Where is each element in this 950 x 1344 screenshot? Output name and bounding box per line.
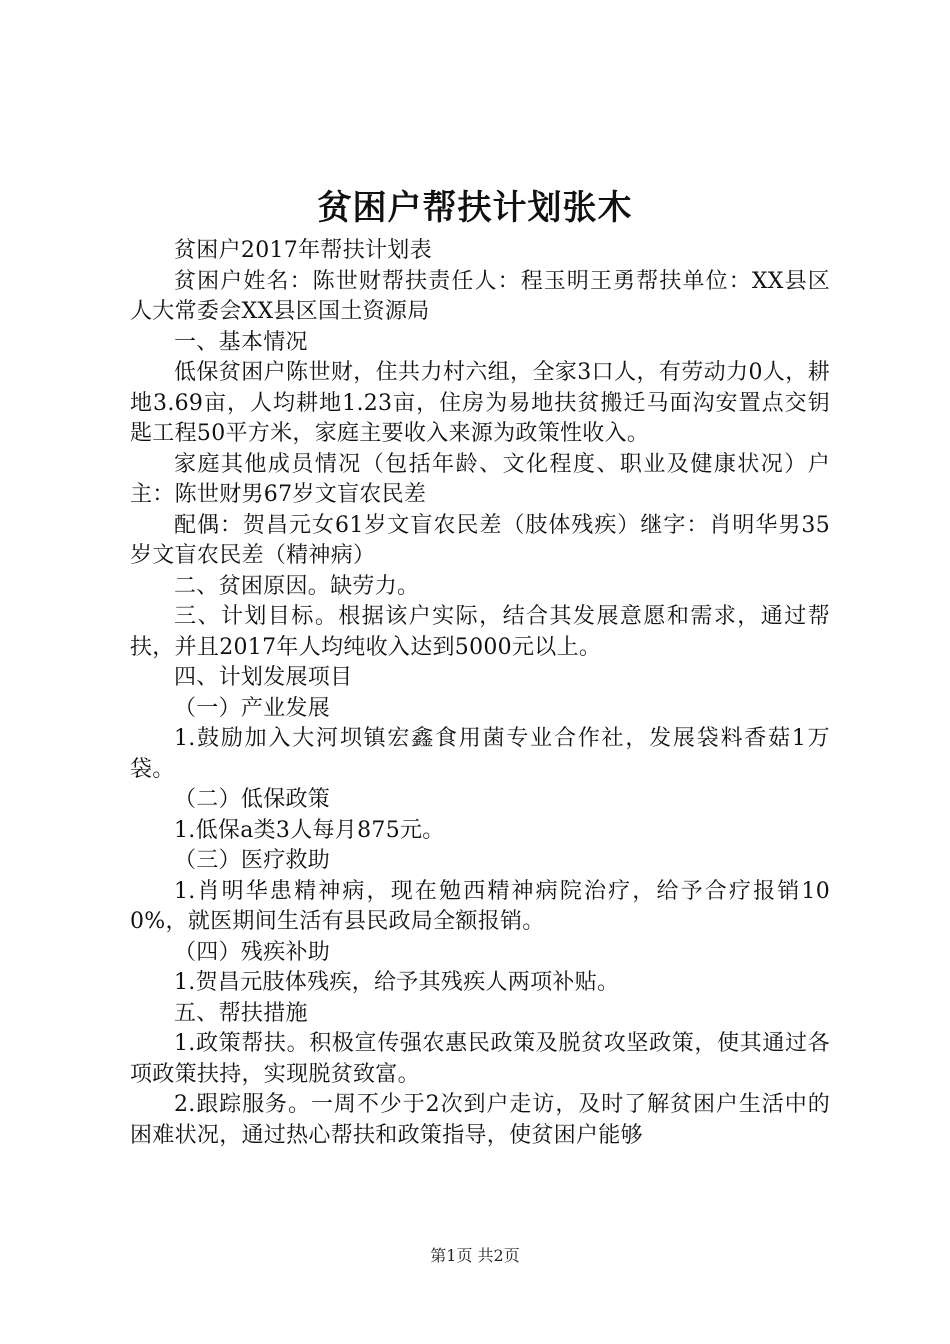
item-measures-1: 1.政策帮扶。积极宣传强农惠民政策及脱贫攻坚政策，使其通过各项政策扶持，实现脱贫致富。: [130, 1031, 830, 1087]
section-heading-cause: 二、贫困原因。缺劳力。: [174, 573, 420, 599]
subheading-medical: （三）医疗救助: [174, 848, 331, 873]
item-minimum-living-1: 1.低保a类3人每月875元。: [174, 817, 445, 843]
item-industry-1: 1.鼓励加入大河坝镇宏鑫食用菌专业合作社，发展袋料香菇1万袋。: [130, 726, 830, 782]
document-title: 贫困户帮扶计划张木: [317, 188, 633, 228]
subheading-industry: （一）产业发展: [174, 695, 331, 721]
item-measures-2: 2.跟踪服务。一周不少于2次到户走访，及时了解贫困户生活中的困难状况，通过热心帮扶和政策指导，使贫困户能够: [130, 1092, 830, 1148]
section-heading-goal: 三、计划目标。根据该户实际，结合其发展意愿和需求，通过帮扶，并且2017年人均纯收入达到5000元以上。: [130, 604, 830, 660]
section-heading-measures: 五、帮扶措施: [174, 1000, 308, 1026]
page-number: 第1页 共2页: [430, 1246, 520, 1265]
subheading-minimum-living: （二）低保政策: [174, 787, 331, 812]
item-medical-1: 1.肖明华患精神病，现在勉西精神病院治疗，给予合疗报销100%，就医期间生活有县民政局全额报销。: [130, 878, 830, 934]
paragraph-family-members: 家庭其他成员情况（包括年龄、文化程度、职业及健康状况）户主：陈世财男67岁文盲农民差: [130, 451, 830, 507]
item-disability-1: 1.贺昌元肢体残疾，给予其残疾人两项补贴。: [174, 970, 620, 995]
section-heading-basic: 一、基本情况: [174, 329, 308, 355]
paragraph-plan-table: 贫困户2017年帮扶计划表: [174, 238, 432, 263]
paragraph-spouse: 配偶：贺昌元女61岁文盲农民差（肢体残疾）继字：肖明华男35岁文盲农民差（精神病）: [130, 512, 830, 568]
paragraph-household-info: 贫困户姓名：陈世财帮扶责任人：程玉明王勇帮扶单位：XX县区人大常委会XX县区国土资源局: [130, 268, 830, 324]
section-heading-projects: 四、计划发展项目: [174, 665, 353, 690]
subheading-disability: （四）残疾补助: [174, 939, 331, 965]
document-body: [130, 236, 830, 1151]
paragraph-basic-situation: 低保贫困户陈世财，住共力村六组，全家3口人，有劳动力0人，耕地3.69亩，人均耕地1.23亩，住房为易地扶贫搬迁马面沟安置点交钥匙工程50平方米，家庭主要收入来源为政策性收入。: [130, 360, 830, 446]
